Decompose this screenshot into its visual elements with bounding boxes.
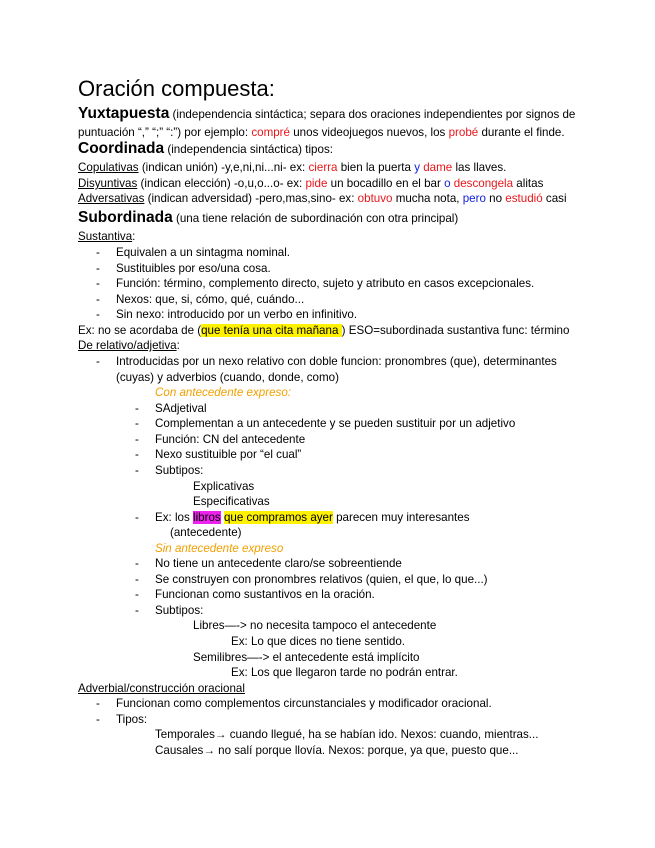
coordinada-desc: (independencia sintáctica) tipos: (164, 143, 333, 156)
verb-highlight: dame (423, 161, 453, 174)
copulativas-label: Copulativas (78, 161, 139, 174)
bullet: - (135, 511, 139, 524)
bullet: - (135, 588, 139, 601)
example-text: puntuación “,” “;” “:”) por ejemplo: (78, 126, 252, 139)
list-item: Equivalen a un sintagma nominal. (116, 246, 291, 259)
sustantiva-label: Sustantiva (78, 230, 133, 243)
bullet: - (96, 308, 100, 321)
example-text: durante el finde. (478, 126, 565, 139)
yuxtapuesta-heading: Yuxtapuesta (78, 105, 170, 122)
adversativas-text: casi (542, 192, 567, 205)
example-text: Ex: los (155, 511, 194, 524)
list-item: Subtipos: (155, 604, 204, 617)
verb-highlight: estudió (505, 192, 543, 205)
verb-highlight: pide (305, 177, 328, 190)
list-item: Nexo sustituible por “el cual” (155, 448, 302, 461)
list-item: Función: CN del antecedente (155, 433, 306, 446)
subtype-item: Especificativas (193, 495, 270, 508)
copulativas-text: (indican unión) -y,e,ni,ni...ni- ex: (138, 161, 309, 174)
libres-line: Libres—-> no necesita tampoco el antecedente (193, 619, 437, 632)
list-item: Subtipos: (155, 464, 204, 477)
label-suffix: : (132, 230, 136, 243)
bullet: - (135, 448, 139, 461)
conjunction-highlight: o (444, 177, 451, 190)
con-antecedente-label: Con antecedente expreso: (155, 386, 292, 399)
highlighted-clause: que tenía una cita mañana (201, 324, 342, 337)
bullet: - (96, 355, 100, 368)
bullet: - (96, 697, 100, 710)
bullet: - (96, 713, 100, 726)
example-text: Ex: no se acordaba de ( (78, 324, 202, 337)
adversativas-line (78, 191, 567, 206)
example-text: ) ESO=subordinada sustantiva func: término (341, 324, 570, 337)
label-suffix: : (176, 339, 180, 352)
coordinada-heading: Coordinada (78, 140, 165, 157)
list-item: Sustituibles por eso/una cosa. (116, 262, 271, 275)
highlighted-clause: que compramos ayer (223, 511, 333, 524)
list-item-continued: (cuyas) y adverbios (cuando, donde, como) (116, 371, 339, 384)
verb-highlight: cierra (308, 161, 338, 174)
semilibres-line: Semilibres—-> el antecedente está implícito (193, 651, 420, 664)
relativo-heading (78, 338, 180, 353)
copulativas-text: las llaves. (452, 161, 507, 174)
sin-antecedente-label: Sin antecedente expreso (155, 542, 284, 555)
bullet: - (96, 246, 100, 259)
verb-highlight: obtuvo (357, 192, 393, 205)
example-text: unos videojuegos nuevos, los (290, 126, 449, 139)
relativo-example (155, 510, 470, 525)
subordinada-heading: Subordinada (78, 209, 173, 226)
adversativas-label: Adversativas (78, 192, 145, 205)
list-item: Funcionan como sustantivos en la oración. (155, 588, 375, 601)
temporales-line: Temporales→ cuando llegué, ha se habían ido. Nexos: cuando, mientras... (155, 728, 539, 741)
antecedent-note: (antecedente) (170, 526, 242, 539)
sustantiva-example (78, 323, 569, 338)
disyuntivas-text: (indican elección) -o,u,o...o- ex: (137, 177, 306, 190)
list-item: Tipos: (116, 713, 148, 726)
yuxtapuesta-desc: (independencia sintáctica; separa dos oraciones independientes por signos de (169, 108, 576, 121)
copulativas-text: bien la puerta (337, 161, 415, 174)
list-item: Complementan a un antecedente y se pueden sustituir por un adjetivo (155, 417, 516, 430)
bullet: - (135, 433, 139, 446)
yuxtapuesta-example (78, 125, 565, 140)
yuxtapuesta-line (78, 106, 575, 122)
disyuntivas-text: un bocadillo en el bar (327, 177, 445, 190)
list-item: Introducidas por un nexo relativo con doble funcion: pronombres (que), determinantes (116, 355, 557, 368)
disyuntivas-label: Disyuntivas (78, 177, 138, 190)
example-text: parecen muy interesantes (332, 511, 470, 524)
verb-highlight: compré (251, 126, 290, 139)
page-title: Oración compuesta: (78, 76, 275, 101)
copulativas-line (78, 160, 506, 175)
antecedent-highlight: libros (193, 511, 221, 524)
list-item: No tiene un antecedente claro/se sobreentiende (155, 557, 402, 570)
bullet: - (135, 573, 139, 586)
adversativas-text: no (485, 192, 506, 205)
relativo-label: De relativo/adjetiva (78, 339, 177, 352)
verb-highlight: descongela (453, 177, 514, 190)
bullet: - (135, 557, 139, 570)
adversativas-text: mucha nota, (392, 192, 463, 205)
disyuntivas-line (78, 176, 543, 191)
disyuntivas-text: alitas (513, 177, 544, 190)
list-item: Sin nexo: introducido por un verbo en infinitivo. (116, 308, 358, 321)
subordinada-desc: (una tiene relación de subordinación con otra principal) (172, 212, 459, 225)
libres-example: Ex: Lo que dices no tiene sentido. (231, 635, 406, 648)
conjunction-highlight: pero (462, 192, 486, 205)
list-item: SAdjetival (155, 402, 207, 415)
bullet: - (135, 604, 139, 617)
coordinada-line (78, 141, 333, 157)
sustantiva-heading (78, 229, 135, 244)
verb-highlight: probé (448, 126, 479, 139)
list-item: Se construyen con pronombres relativos (quien, el que, lo que...) (155, 573, 488, 586)
list-item: Función: término, complemento directo, sujeto y atributo en casos excepcionales. (116, 277, 535, 290)
list-item: Nexos: que, si, cómo, qué, cuándo... (116, 293, 305, 306)
subordinada-line (78, 210, 458, 226)
conjunction-highlight: y (414, 161, 420, 174)
bullet: - (96, 277, 100, 290)
bullet: - (96, 293, 100, 306)
bullet: - (135, 464, 139, 477)
semilibres-example: Ex: Los que llegaron tarde no podrán entrar. (231, 666, 458, 679)
subtype-item: Explicativas (193, 480, 255, 493)
list-item: Funcionan como complementos circunstanciales y modificador oracional. (116, 697, 492, 710)
bullet: - (96, 262, 100, 275)
causales-line: Causales→ no salí porque llovía. Nexos: porque, ya que, puesto que... (155, 744, 519, 757)
bullet: - (135, 402, 139, 415)
adversativas-text: (indican adversidad) -pero,mas,sino- ex: (144, 192, 358, 205)
bullet: - (135, 417, 139, 430)
adverbial-label: Adverbial/construcción oracional (78, 682, 245, 695)
